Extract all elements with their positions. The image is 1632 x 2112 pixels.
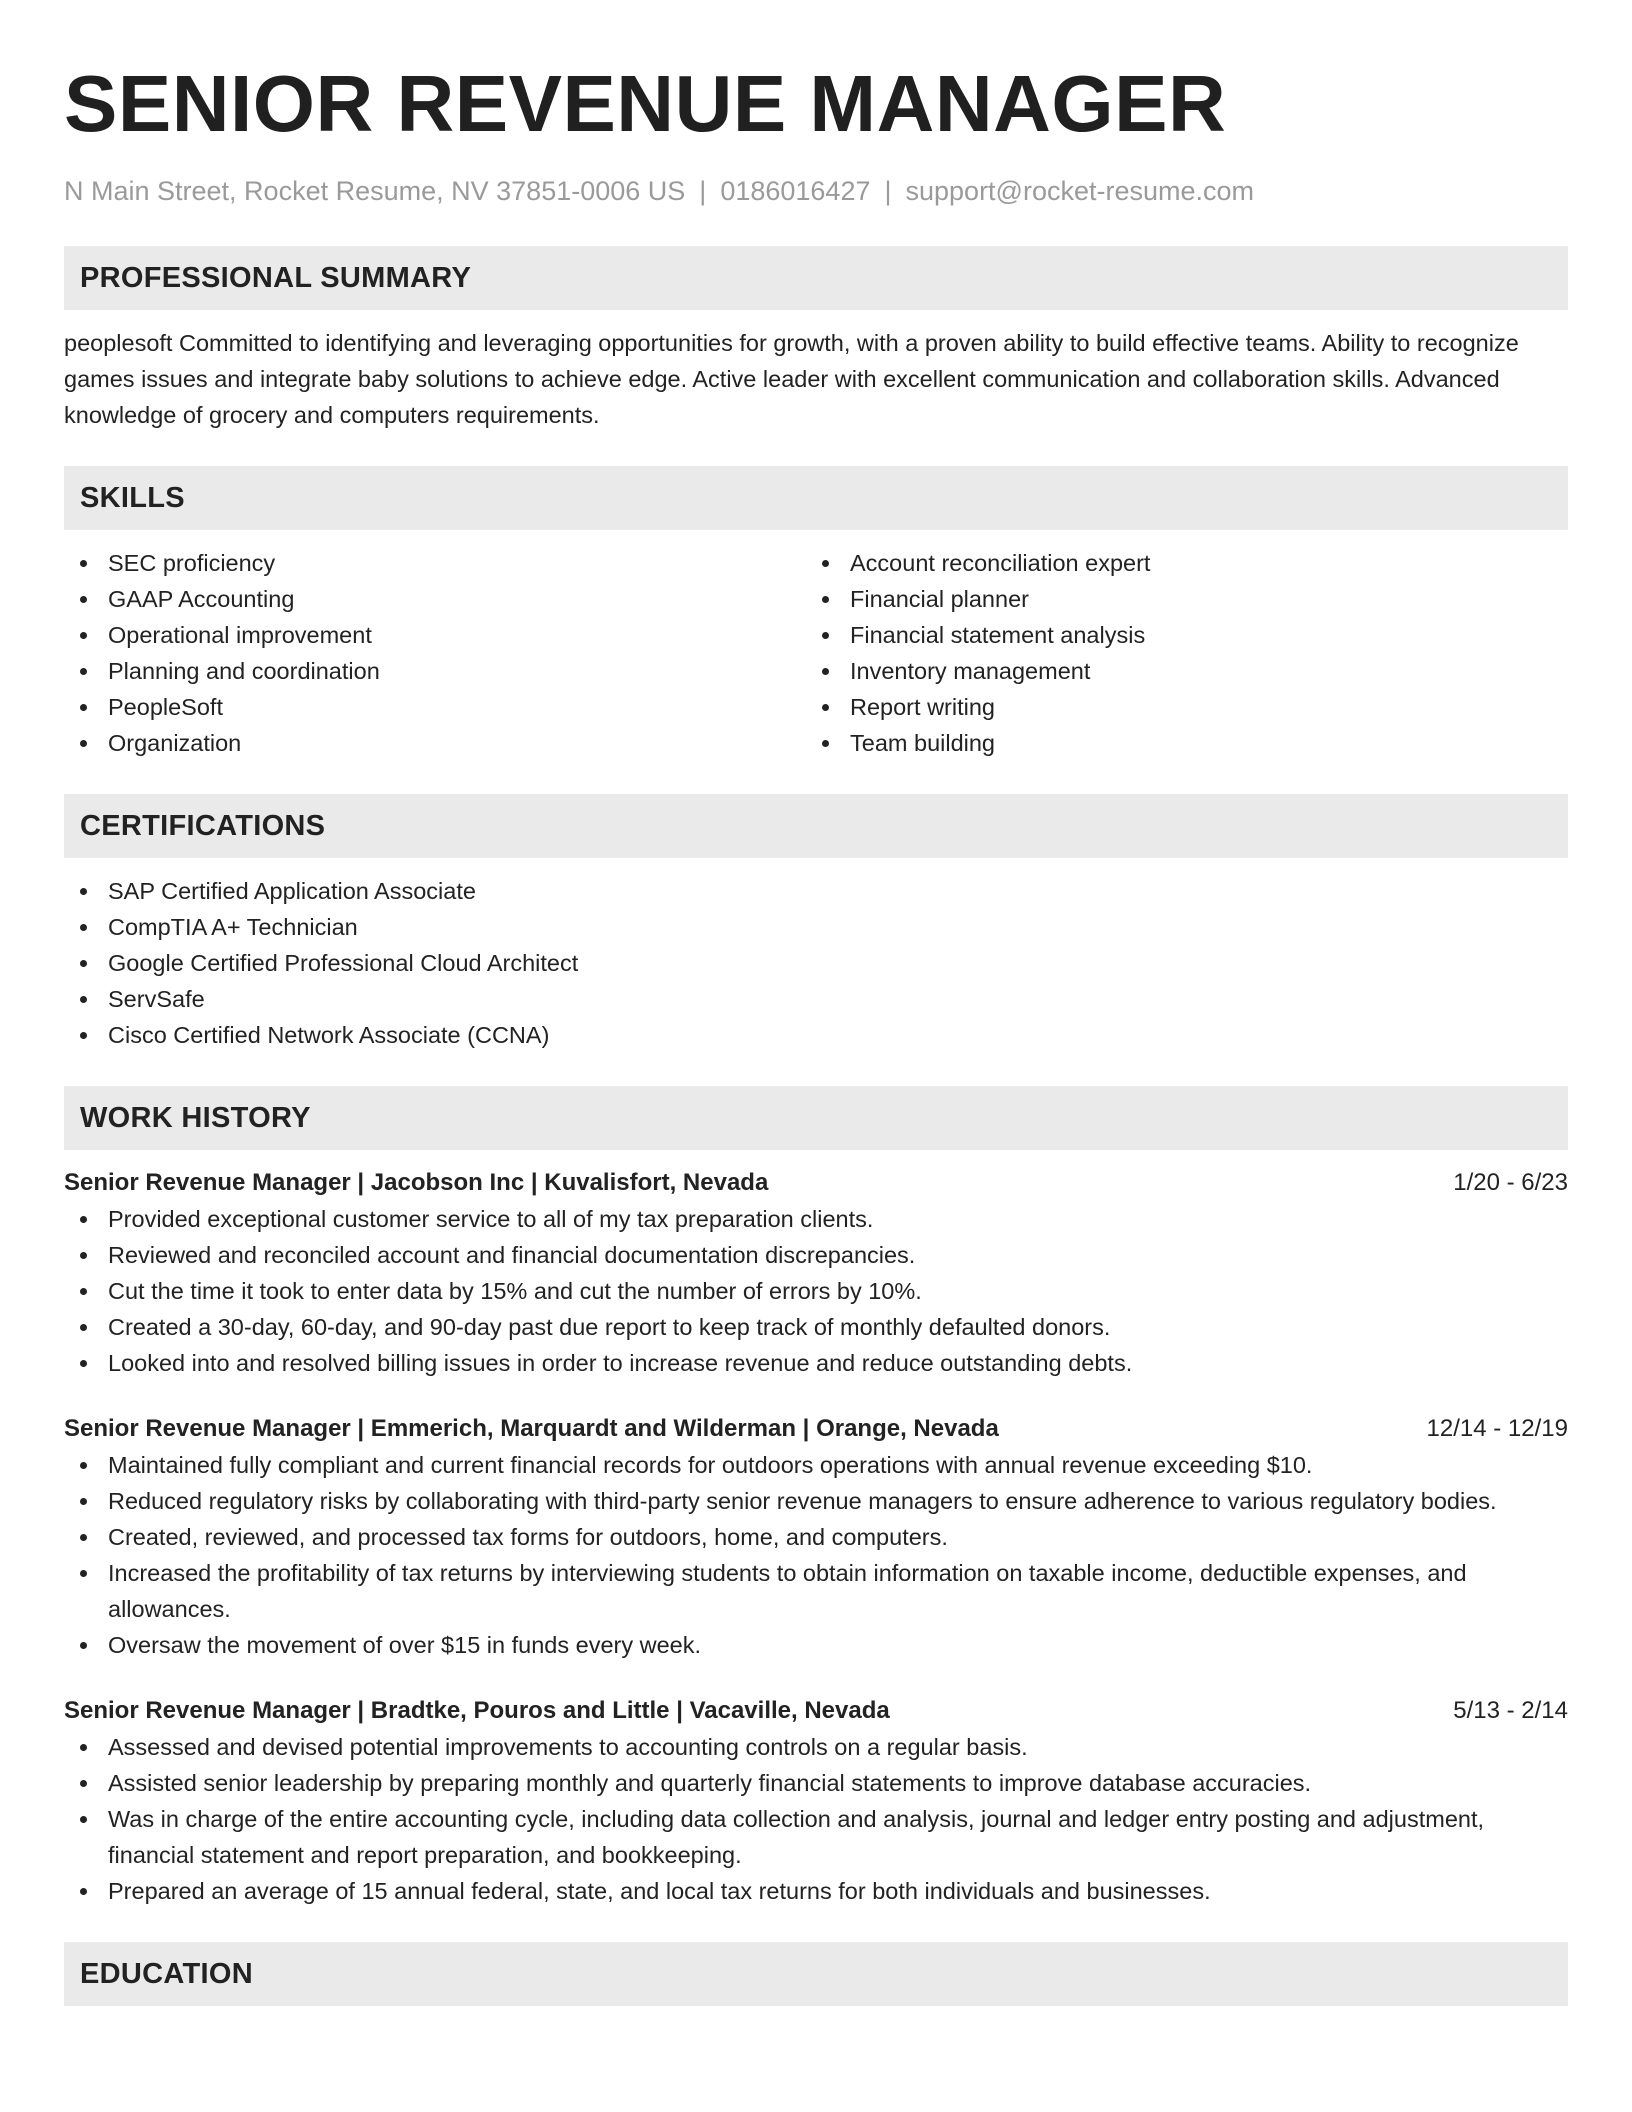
certification-item: Google Certified Professional Cloud Architect [64,945,1568,981]
education-section [64,1942,1568,2006]
job-title: Senior Revenue Manager | Emmerich, Marquardt and Wilderman | Orange, Nevada [64,1415,999,1442]
job-dates: 5/13 - 2/14 [1453,1697,1568,1724]
job-bullet-list [64,1201,1568,1381]
job-entry [64,1165,1568,1381]
job-bullet: Was in charge of the entire accounting cycle, including data collection and analysis, journal and ledger entry posting and adjustment, financial statement and report preparation, and bookkeeping. [64,1801,1568,1873]
work-history-heading: WORK HISTORY [64,1086,1568,1150]
candidate-name: SENIOR REVENUE MANAGER [64,59,1227,148]
certifications-heading: CERTIFICATIONS [64,794,1568,858]
summary-text: peoplesoft Committed to identifying and leveraging opportunities for growth, with a proven ability to build effective teams. Ability to recognize games issues and integrate baby solutions to achieve edge. Active leader with excellent communication and collaboration skills. Advanced knowledge of grocery and computers requirements. [64,330,1519,428]
job-bullet-list [64,1729,1568,1909]
summary-heading: PROFESSIONAL SUMMARY [64,246,1568,310]
certification-item: ServSafe [64,981,1568,1017]
job-bullet: Prepared an average of 15 annual federal, state, and local tax returns for both individuals and businesses. [64,1873,1568,1909]
job-bullet: Assisted senior leadership by preparing monthly and quarterly financial statements to improve database accuracies. [64,1765,1568,1801]
job-bullet: Reduced regulatory risks by collaborating with third-party senior revenue managers to ensure adherence to various regulatory bodies. [64,1483,1568,1519]
skill-item: SEC proficiency [64,545,806,581]
job-dates: 12/14 - 12/19 [1426,1415,1568,1442]
contact-email[interactable]: support@rocket-resume.com [905,176,1255,206]
skills-right-column [806,545,1548,761]
certifications-section [64,794,1568,1053]
skill-item: Organization [64,725,806,761]
job-header [64,1165,1568,1201]
skill-item: Inventory management [806,653,1548,689]
skill-item: Planning and coordination [64,653,806,689]
skills-grid [64,545,1568,761]
job-bullet: Assessed and devised potential improvements to accounting controls on a regular basis. [64,1729,1568,1765]
skills-heading: SKILLS [64,466,1568,530]
contact-separator: | [884,176,892,206]
job-bullet: Reviewed and reconciled account and financial documentation discrepancies. [64,1237,1568,1273]
job-bullet: Created a 30-day, 60-day, and 90-day past due report to keep track of monthly defaulted donors. [64,1309,1568,1345]
job-title: Senior Revenue Manager | Bradtke, Pouros and Little | Vacaville, Nevada [64,1697,890,1724]
job-entry [64,1693,1568,1909]
job-bullet: Created, reviewed, and processed tax forms for outdoors, home, and computers. [64,1519,1568,1555]
certifications-list [64,873,1568,1053]
job-dates: 1/20 - 6/23 [1453,1169,1568,1196]
skill-item: Account reconciliation expert [806,545,1548,581]
job-header [64,1411,1568,1447]
skill-item: GAAP Accounting [64,581,806,617]
certification-item: Cisco Certified Network Associate (CCNA) [64,1017,1568,1053]
job-bullet-list [64,1447,1568,1663]
skill-item: Financial statement analysis [806,617,1548,653]
job-bullet: Looked into and resolved billing issues in order to increase revenue and reduce outstanding debts. [64,1345,1568,1381]
skill-item: Financial planner [806,581,1548,617]
skill-item: Report writing [806,689,1548,725]
skills-left-column [64,545,806,761]
skill-item: Operational improvement [64,617,806,653]
skills-section [64,466,1568,761]
job-title: Senior Revenue Manager | Jacobson Inc | Kuvalisfort, Nevada [64,1169,769,1196]
contact-separator: | [699,176,707,206]
resume-page [64,56,1568,2006]
job-bullet: Provided exceptional customer service to all of my tax preparation clients. [64,1201,1568,1237]
certification-item: CompTIA A+ Technician [64,909,1568,945]
job-bullet: Cut the time it took to enter data by 15% and cut the number of errors by 10%. [64,1273,1568,1309]
education-heading: EDUCATION [64,1942,1568,2006]
certification-item: SAP Certified Application Associate [64,873,1568,909]
skill-item: Team building [806,725,1548,761]
job-bullet: Increased the profitability of tax returns by interviewing students to obtain information on taxable income, deductible expenses, and allowances. [64,1555,1568,1627]
job-header [64,1693,1568,1729]
job-bullet: Maintained fully compliant and current financial records for outdoors operations with annual revenue exceeding $10. [64,1447,1568,1483]
contact-address: N Main Street, Rocket Resume, NV 37851-0006 US [64,176,686,206]
contact-phone: 0186016427 [720,176,871,206]
summary-section [64,246,1568,433]
job-entry [64,1411,1568,1663]
job-bullet: Oversaw the movement of over $15 in funds every week. [64,1627,1568,1663]
work-history-section [64,1086,1568,1909]
skill-item: PeopleSoft [64,689,806,725]
contact-line [64,174,1568,208]
